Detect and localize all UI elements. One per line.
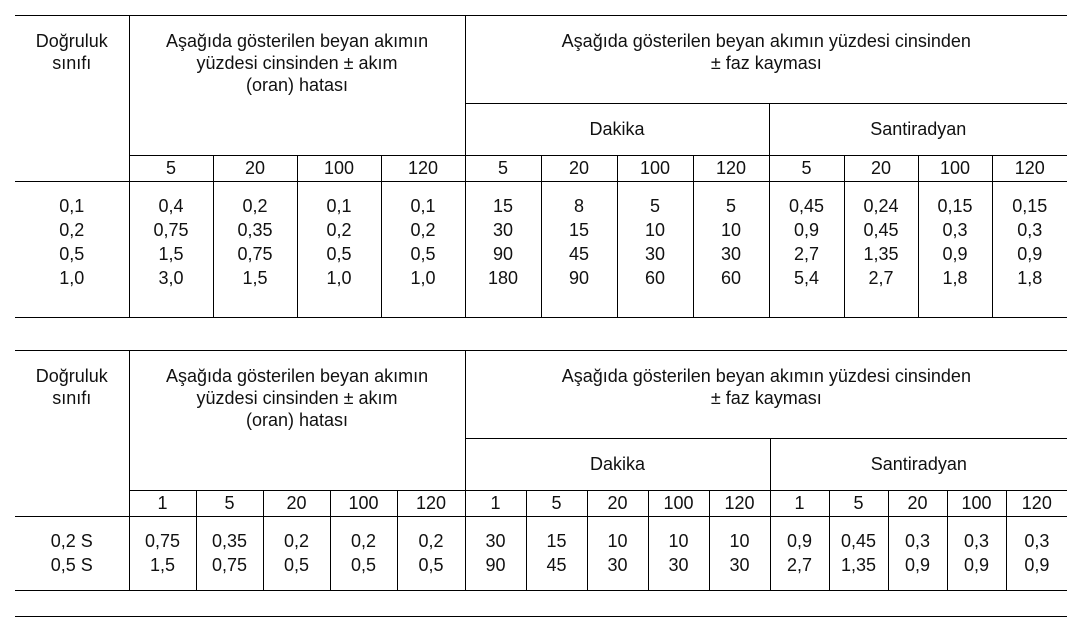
centi-header: 20: [888, 491, 947, 517]
centiradian-column: 0,3 0,9: [888, 517, 947, 591]
accuracy-table-2: [15, 350, 1067, 617]
centi-header: 100: [947, 491, 1006, 517]
accuracy-table-1: [15, 15, 1067, 318]
minutes-column: 15 30 90 180: [465, 182, 541, 318]
ratio-header: 20: [213, 156, 297, 182]
ratio-header: 20: [263, 491, 330, 517]
ratio-header: 100: [297, 156, 381, 182]
minutes-header: 100: [617, 156, 693, 182]
ratio-error-column: 0,2 0,35 0,75 1,5: [213, 182, 297, 318]
ratio-error-column: 0,4 0,75 1,5 3,0: [129, 182, 213, 318]
header-phase-displacement: Aşağıda gösterilen beyan akımın yüzdesi cinsinden ± faz kayması: [465, 351, 1067, 439]
header-centiradians: Santiradyan: [769, 104, 1067, 156]
centiradian-column: 0,3 0,9: [1006, 517, 1067, 591]
minutes-column: 8 15 45 90: [541, 182, 617, 318]
header-accuracy-class: Doğruluk sınıfı: [15, 16, 129, 156]
centi-header: 100: [918, 156, 992, 182]
centiradian-column: 0,9 2,7: [770, 517, 829, 591]
centi-header: 1: [770, 491, 829, 517]
class-values: 0,1 0,2 0,5 1,0: [15, 182, 129, 318]
centiradian-column: 0,3 0,9: [947, 517, 1006, 591]
header-current-error: Aşağıda gösterilen beyan akımın yüzdesi cinsinden ± akım (oran) hatası: [129, 351, 465, 491]
ratio-header: 120: [381, 156, 465, 182]
minutes-column: 5 10 30 60: [617, 182, 693, 318]
header-blank-cell: [15, 491, 129, 517]
header-current-error: Aşağıda gösterilen beyan akımın yüzdesi cinsinden ± akım (oran) hatası: [129, 16, 465, 156]
ratio-header: 1: [129, 491, 196, 517]
header-minutes: Dakika: [465, 439, 770, 491]
centi-header: 120: [1006, 491, 1067, 517]
centi-header: 120: [992, 156, 1067, 182]
header-minutes: Dakika: [465, 104, 769, 156]
ratio-error-column: 0,1 0,2 0,5 1,0: [381, 182, 465, 318]
centiradian-column: 0,24 0,45 1,35 2,7: [844, 182, 918, 318]
minutes-header: 120: [693, 156, 769, 182]
minutes-header: 5: [526, 491, 587, 517]
centi-header: 5: [829, 491, 888, 517]
centi-header: 20: [844, 156, 918, 182]
ratio-error-column: 0,75 1,5: [129, 517, 196, 591]
ratio-header: 5: [129, 156, 213, 182]
header-blank-cell: [15, 156, 129, 182]
class-values: 0,2 S 0,5 S: [15, 517, 129, 591]
minutes-header: 5: [465, 156, 541, 182]
centi-header: 5: [769, 156, 844, 182]
minutes-column: 10 30: [709, 517, 770, 591]
minutes-header: 1: [465, 491, 526, 517]
ratio-error-column: 0,2 0,5: [330, 517, 397, 591]
ratio-error-column: 0,35 0,75: [196, 517, 263, 591]
minutes-column: 10 30: [587, 517, 648, 591]
minutes-header: 20: [587, 491, 648, 517]
minutes-header: 120: [709, 491, 770, 517]
minutes-column: 15 45: [526, 517, 587, 591]
centiradian-column: 0,15 0,3 0,9 1,8: [992, 182, 1067, 318]
header-phase-displacement: Aşağıda gösterilen beyan akımın yüzdesi cinsinden ± faz kayması: [465, 16, 1067, 104]
minutes-column: 10 30: [648, 517, 709, 591]
header-accuracy-class: Doğruluk sınıfı: [15, 351, 129, 491]
ratio-header: 120: [397, 491, 465, 517]
header-centiradians: Santiradyan: [770, 439, 1067, 491]
centiradian-column: 0,45 1,35: [829, 517, 888, 591]
ratio-header: 100: [330, 491, 397, 517]
centiradian-column: 0,15 0,3 0,9 1,8: [918, 182, 992, 318]
minutes-column: 30 90: [465, 517, 526, 591]
ratio-error-column: 0,2 0,5: [263, 517, 330, 591]
empty-footer-row: [15, 591, 1067, 617]
minutes-header: 20: [541, 156, 617, 182]
minutes-column: 5 10 30 60: [693, 182, 769, 318]
ratio-error-column: 0,1 0,2 0,5 1,0: [297, 182, 381, 318]
ratio-header: 5: [196, 491, 263, 517]
ratio-error-column: 0,2 0,5: [397, 517, 465, 591]
minutes-header: 100: [648, 491, 709, 517]
centiradian-column: 0,45 0,9 2,7 5,4: [769, 182, 844, 318]
